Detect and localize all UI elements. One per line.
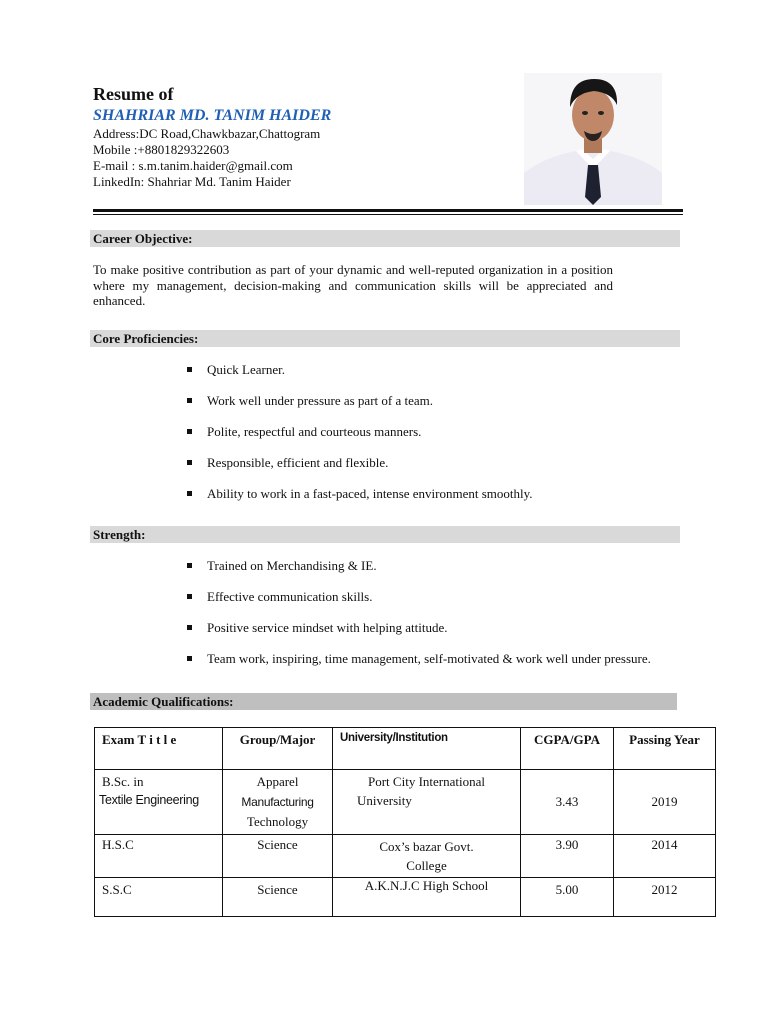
academic-heading: Academic Qualifications: bbox=[90, 693, 677, 710]
list-item: Effective communication skills. bbox=[187, 589, 372, 605]
institution-cell bbox=[333, 835, 521, 878]
exam-cell: S.S.C bbox=[95, 878, 223, 917]
table-row bbox=[95, 770, 716, 835]
column-header-gpa: CGPA/GPA bbox=[521, 728, 614, 770]
career-objective-text: To make positive contribution as part of your dynamic and well-reputed organization in a position where my management, decision-making and communication skills will be appreciated and enhanced. bbox=[93, 262, 613, 308]
gpa-cell: 3.90 bbox=[521, 835, 614, 878]
linkedin: LinkedIn: Shahriar Md. Tanim Haider bbox=[93, 174, 291, 189]
header-divider-thin bbox=[93, 214, 683, 215]
list-item: Responsible, efficient and flexible. bbox=[187, 455, 388, 471]
institution-line: University bbox=[357, 793, 412, 808]
major-cell bbox=[223, 770, 333, 835]
column-header-major: Group/Major bbox=[223, 728, 333, 770]
bullet-icon bbox=[187, 460, 192, 465]
table-row bbox=[95, 878, 716, 917]
major-line: Technology bbox=[246, 814, 309, 829]
list-item: Positive service mindset with helping attitude. bbox=[187, 620, 447, 636]
strength-heading: Strength: bbox=[90, 526, 680, 543]
institution-cell: A.K.N.J.C High School bbox=[333, 878, 521, 917]
bullet-icon bbox=[187, 563, 192, 568]
column-header-year: Passing Year bbox=[614, 728, 716, 770]
bullet-icon bbox=[187, 367, 192, 372]
academic-table bbox=[94, 727, 716, 917]
list-item: Ability to work in a fast-paced, intense environment smoothly. bbox=[187, 486, 533, 502]
institution-line: Cox’s bazar Govt. bbox=[379, 839, 474, 854]
gpa-cell: 5.00 bbox=[521, 878, 614, 917]
table-row bbox=[95, 835, 716, 878]
list-item: Team work, inspiring, time management, self-motivated & work well under pressure. bbox=[187, 651, 651, 667]
gpa-cell: 3.43 bbox=[521, 770, 614, 835]
list-item: Trained on Merchandising & IE. bbox=[187, 558, 377, 574]
exam-line: Textile Engineering bbox=[99, 793, 199, 807]
bullet-icon bbox=[187, 491, 192, 496]
candidate-name: SHAHRIAR MD. TANIM HAIDER bbox=[93, 107, 332, 124]
address: Address:DC Road,Chawkbazar,Chattogram bbox=[93, 126, 321, 141]
mobile: Mobile :+8801829322603 bbox=[93, 142, 230, 157]
major-cell: Science bbox=[223, 835, 333, 878]
career-objective-heading: Career Objective: bbox=[90, 230, 680, 247]
institution-line: College bbox=[406, 858, 447, 873]
email: E-mail : s.m.tanim.haider@gmail.com bbox=[93, 158, 293, 173]
year-cell: 2014 bbox=[614, 835, 716, 878]
bullet-icon bbox=[187, 429, 192, 434]
bullet-icon bbox=[187, 625, 192, 630]
major-line: Manufacturing bbox=[241, 795, 314, 809]
exam-line: B.Sc. in bbox=[102, 774, 144, 789]
list-item: Work well under pressure as part of a team. bbox=[187, 393, 433, 409]
profile-photo bbox=[524, 73, 662, 205]
bullet-icon bbox=[187, 656, 192, 661]
bullet-icon bbox=[187, 398, 192, 403]
year-cell: 2012 bbox=[614, 878, 716, 917]
resume-title: Resume of bbox=[93, 84, 174, 104]
column-header-institution: University/Institution bbox=[333, 728, 521, 770]
column-header-exam: Exam T i t l e bbox=[95, 728, 223, 770]
institution-line: Port City International bbox=[368, 774, 485, 789]
exam-cell: H.S.C bbox=[95, 835, 223, 878]
bullet-icon bbox=[187, 594, 192, 599]
header-divider bbox=[93, 209, 683, 212]
year-cell: 2019 bbox=[614, 770, 716, 835]
core-proficiencies-heading: Core Proficiencies: bbox=[90, 330, 680, 347]
exam-cell bbox=[95, 770, 223, 835]
institution-cell bbox=[333, 770, 521, 835]
list-item: Polite, respectful and courteous manners. bbox=[187, 424, 421, 440]
major-cell: Science bbox=[223, 878, 333, 917]
table-header-row bbox=[95, 728, 716, 770]
major-line: Apparel bbox=[256, 774, 299, 789]
list-item: Quick Learner. bbox=[187, 362, 285, 378]
